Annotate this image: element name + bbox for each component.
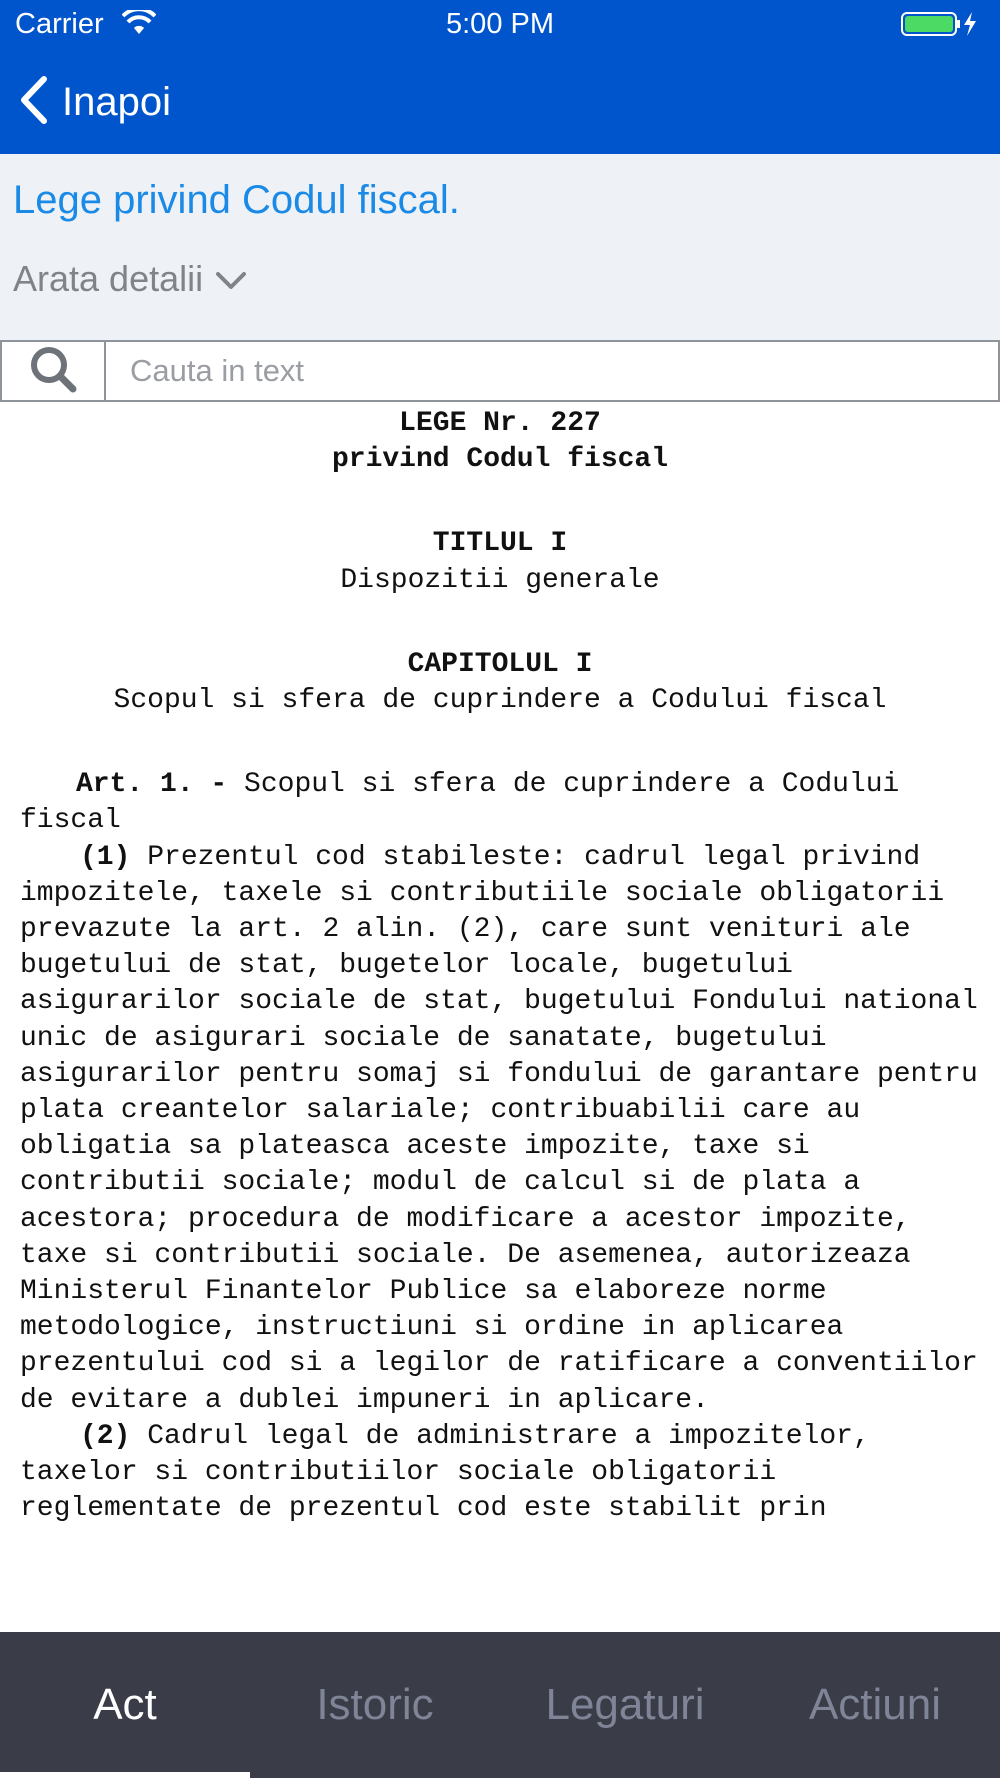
title-name: Dispozitii generale — [340, 564, 660, 596]
paragraph-1 — [0, 840, 1000, 1419]
search-icon — [28, 344, 78, 399]
status-bar — [0, 0, 1000, 50]
tab-bar — [0, 1632, 1000, 1778]
search-bar — [0, 340, 1000, 402]
law-number: LEGE Nr. 227 — [399, 408, 601, 439]
title-heading: TITLUL I — [432, 528, 568, 560]
search-input[interactable] — [106, 342, 986, 400]
tab-legaturi-label: Legaturi — [545, 1680, 705, 1729]
act-header — [0, 154, 1000, 340]
back-button[interactable] — [18, 74, 171, 130]
tab-actiuni-label: Actiuni — [808, 1680, 942, 1729]
chevron-left-icon — [18, 75, 48, 130]
article-heading — [0, 767, 1000, 839]
article-title: Scopul si sfera de cuprindere a Codului fiscal — [20, 769, 900, 837]
chapter-heading: CAPITOLUL I — [407, 648, 593, 680]
tab-istoric[interactable] — [250, 1632, 500, 1778]
paragraph-2-text: Cadrul legal de administrare a impozitelor, taxelor si contributiilor sociale obligatorii reglementate de prezentul cod este stabilit prin — [20, 1420, 870, 1525]
chevron-down-icon — [215, 258, 247, 300]
battery-icon — [900, 10, 980, 43]
tab-act-label: Act — [93, 1680, 157, 1729]
show-details-toggle[interactable] — [13, 258, 247, 300]
paragraph-1-label: (1) — [80, 841, 131, 873]
charging-bolt-icon — [964, 12, 976, 36]
search-button[interactable] — [2, 342, 106, 400]
chapter-name: Scopul si sfera de cuprindere a Codului fiscal — [113, 685, 887, 717]
back-label: Inapoi — [62, 79, 171, 124]
paragraph-2 — [0, 1419, 1000, 1528]
act-title: Lege privind Codul fiscal. — [13, 178, 460, 222]
show-details-label: Arata detalii — [13, 258, 204, 299]
tab-istoric-label: Istoric — [316, 1680, 434, 1729]
navigation-bar — [0, 50, 1000, 154]
status-time: 5:00 PM — [446, 8, 554, 40]
paragraph-2-label: (2) — [80, 1420, 131, 1452]
tab-active-indicator — [0, 1772, 250, 1778]
carrier-label: Carrier — [15, 8, 104, 40]
tab-act[interactable] — [0, 1632, 250, 1778]
paragraph-1-text: Prezentul cod stabileste: cadrul legal privind impozitele, taxele si contributiile sociale obligatorii prevazute la art. 2 alin. (2), care sunt venituri ale bugetului de stat, bugetelor locale, bugetului asigurarilor sociale de stat, bugetului Fondului national unic de asigurari sociale de sanatate, bugetului asigurarilor pentru somaj si fondului de garantare pentru plata creantelor salariale; contribuabilii care au obligatia sa plateasca aceste impozite, taxe si contributii sociale; modul de calcul si de plata a acestora; procedura de modificare a acestor impozite, taxe si contributii sociale. De asemenea, autorizeaza Ministerul Finantelor Publice sa elaboreze norme metodologice, instructiuni si ordine in aplicarea prezentului cod si a legilor de ratificare a conventiilor de evitare a dublei impuneri in aplicare. — [20, 841, 978, 1416]
article-label: Art. 1. - — [76, 769, 228, 801]
document-text — [0, 402, 1000, 1632]
tab-legaturi[interactable] — [500, 1632, 750, 1778]
tab-actiuni[interactable] — [750, 1632, 1000, 1778]
law-title: privind Codul fiscal — [331, 444, 669, 476]
